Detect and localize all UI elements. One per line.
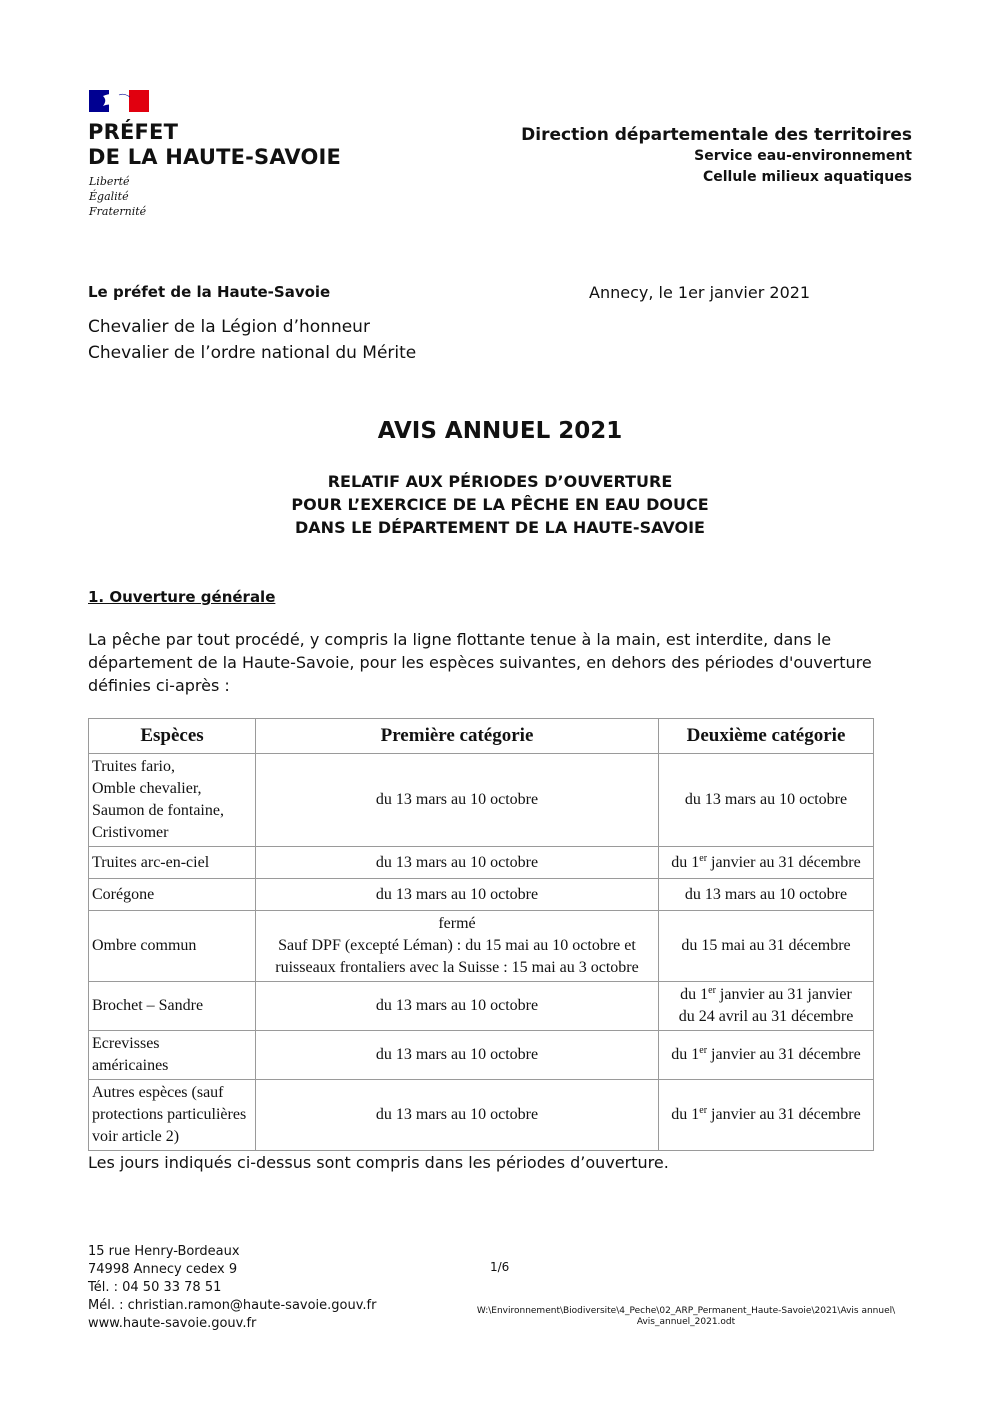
cell-line: Corégone	[92, 885, 155, 903]
cell-line: Omble chevalier,	[92, 780, 202, 797]
cell-line: américaines	[92, 1057, 169, 1074]
cell-line: protections particulières	[92, 1106, 247, 1123]
sender-titles	[88, 314, 416, 366]
first-category-cell	[256, 1080, 659, 1151]
cell-line: du 13 mars au 10 octobre	[375, 853, 539, 871]
section-heading: 1. Ouverture générale	[88, 588, 276, 606]
document-date: Annecy, le 1er janvier 2021	[589, 283, 811, 302]
cell-line: Ombre commun	[92, 937, 197, 954]
prefet-line-1: PRÉFET	[88, 120, 179, 144]
table-row	[89, 1031, 874, 1080]
devise-egalite: Égalité	[89, 190, 129, 203]
cell-line: du 1er janvier au 31 janvier	[680, 985, 852, 1003]
direction-name: Direction départementale des territoires	[521, 125, 912, 145]
document-subtitle	[0, 470, 1000, 539]
table-body	[89, 754, 874, 1151]
header-first-category: Première catégorie	[256, 719, 659, 754]
cell-line: Truites arc-en-ciel	[92, 853, 210, 871]
sender-title-1: Chevalier de la Légion d’honneur	[88, 317, 370, 337]
cell-line: du 24 avril au 31 décembre	[678, 1008, 854, 1025]
subtitle-line-1: RELATIF AUX PÉRIODES D’OUVERTURE	[327, 472, 673, 491]
species-cell	[89, 1031, 256, 1080]
first-category-cell	[256, 982, 659, 1031]
first-category-cell	[256, 847, 659, 879]
page-number: 1/6	[490, 1260, 510, 1274]
cell-line: du 1er janvier au 31 décembre	[671, 852, 861, 871]
periods-table	[88, 718, 874, 1151]
address-website: www.haute-savoie.gouv.fr	[88, 1316, 257, 1331]
cellule-name: Cellule milieux aquatiques	[702, 169, 912, 185]
cell-line: du 13 mars au 10 octobre	[375, 1046, 539, 1063]
cell-line: du 13 mars au 10 octobre	[375, 791, 539, 808]
second-category-cell	[659, 911, 874, 982]
sender-title-2: Chevalier de l’ordre national du Mérite	[88, 343, 417, 363]
cell-line: Truites fario,	[92, 758, 175, 775]
second-category-cell	[659, 982, 874, 1031]
species-cell	[89, 879, 256, 911]
devise-fraternite: Fraternité	[89, 205, 147, 218]
cell-line: Ecrevisses	[92, 1035, 160, 1052]
second-category-cell	[659, 1080, 874, 1151]
cell-line: voir article 2)	[92, 1128, 180, 1145]
species-cell	[89, 754, 256, 847]
cell-line: du 15 mai au 31 décembre	[681, 937, 851, 954]
table-row	[89, 847, 874, 879]
cell-line: Saumon de fontaine,	[92, 802, 224, 819]
address-street: 15 rue Henry-Bordeaux	[88, 1244, 240, 1259]
devise-liberte: Liberté	[89, 175, 130, 188]
table-row	[89, 911, 874, 982]
species-cell	[89, 982, 256, 1031]
table-row	[89, 754, 874, 847]
prefet-line-2: DE LA HAUTE-SAVOIE	[88, 145, 342, 169]
first-category-cell	[256, 1031, 659, 1080]
service-name: Service eau-environnement	[694, 148, 912, 164]
document-title: AVIS ANNUEL 2021	[377, 418, 623, 444]
intro-paragraph: La pêche par tout procédé, y compris la ligne flottante tenue à la main, est interdite, dans le département de la Haute-Savoie, pour les espèces suivantes, en dehors des périodes d'ouverture définies ci-après :	[88, 630, 872, 695]
address-city: 74998 Annecy cedex 9	[88, 1262, 238, 1277]
subtitle-line-2: POUR L’EXERCICE DE LA PÊCHE EN EAU DOUCE	[291, 495, 709, 514]
first-category-cell	[256, 911, 659, 982]
first-category-cell	[256, 879, 659, 911]
cell-line: du 13 mars au 10 octobre	[684, 885, 848, 903]
devise	[89, 174, 146, 219]
cell-line: du 1er janvier au 31 décembre	[671, 1045, 861, 1063]
cell-line: ruisseaux frontaliers avec la Suisse : 15 mai au 3 octobre	[275, 959, 639, 976]
table-row	[89, 982, 874, 1031]
second-category-cell	[659, 879, 874, 911]
cell-line: Cristivomer	[92, 824, 169, 841]
file-path-line-2: Avis_annuel_2021.odt	[636, 1317, 736, 1327]
table-row	[89, 879, 874, 911]
cell-line: du 13 mars au 10 octobre	[375, 997, 539, 1014]
direction-block	[521, 124, 912, 188]
cell-line: fermé	[438, 915, 476, 932]
second-category-cell	[659, 754, 874, 847]
address-phone: Tél. : 04 50 33 78 51	[88, 1280, 222, 1295]
cell-line: du 13 mars au 10 octobre	[375, 885, 539, 903]
marianne-flag-logo	[89, 90, 149, 112]
cell-line: du 13 mars au 10 octobre	[684, 791, 848, 808]
species-cell	[89, 911, 256, 982]
cell-line: du 13 mars au 10 octobre	[375, 1106, 539, 1123]
address-email: Mél. : christian.ramon@haute-savoie.gouv.fr	[88, 1298, 377, 1313]
cell-line: Autres espèces (sauf	[92, 1084, 224, 1101]
species-cell	[89, 847, 256, 879]
note-paragraph: Les jours indiqués ci-dessus sont compris dans les périodes d’ouverture.	[88, 1153, 669, 1172]
file-path	[476, 1306, 896, 1328]
header-species: Espèces	[89, 719, 256, 754]
second-category-cell	[659, 847, 874, 879]
table-header-row	[89, 719, 874, 754]
subtitle-line-3: DANS LE DÉPARTEMENT DE LA HAUTE-SAVOIE	[295, 518, 705, 537]
footer-address	[88, 1243, 376, 1333]
prefet-title	[88, 120, 341, 170]
cell-line: du 1er janvier au 31 décembre	[671, 1105, 861, 1123]
cell-line: Sauf DPF (excepté Léman) : du 15 mai au 10 octobre et	[278, 937, 636, 954]
second-category-cell	[659, 1031, 874, 1080]
first-category-cell	[256, 754, 659, 847]
table-row	[89, 1080, 874, 1151]
species-cell	[89, 1080, 256, 1151]
header-second-category: Deuxième catégorie	[659, 719, 874, 754]
file-path-line-1: W:\Environnement\Biodiversite\4_Peche\02_ARP_Permanent_Haute-Savoie\2021\Avis annuel\	[476, 1306, 896, 1316]
sender-name: Le préfet de la Haute-Savoie	[88, 283, 331, 301]
cell-line: Brochet – Sandre	[92, 997, 204, 1014]
